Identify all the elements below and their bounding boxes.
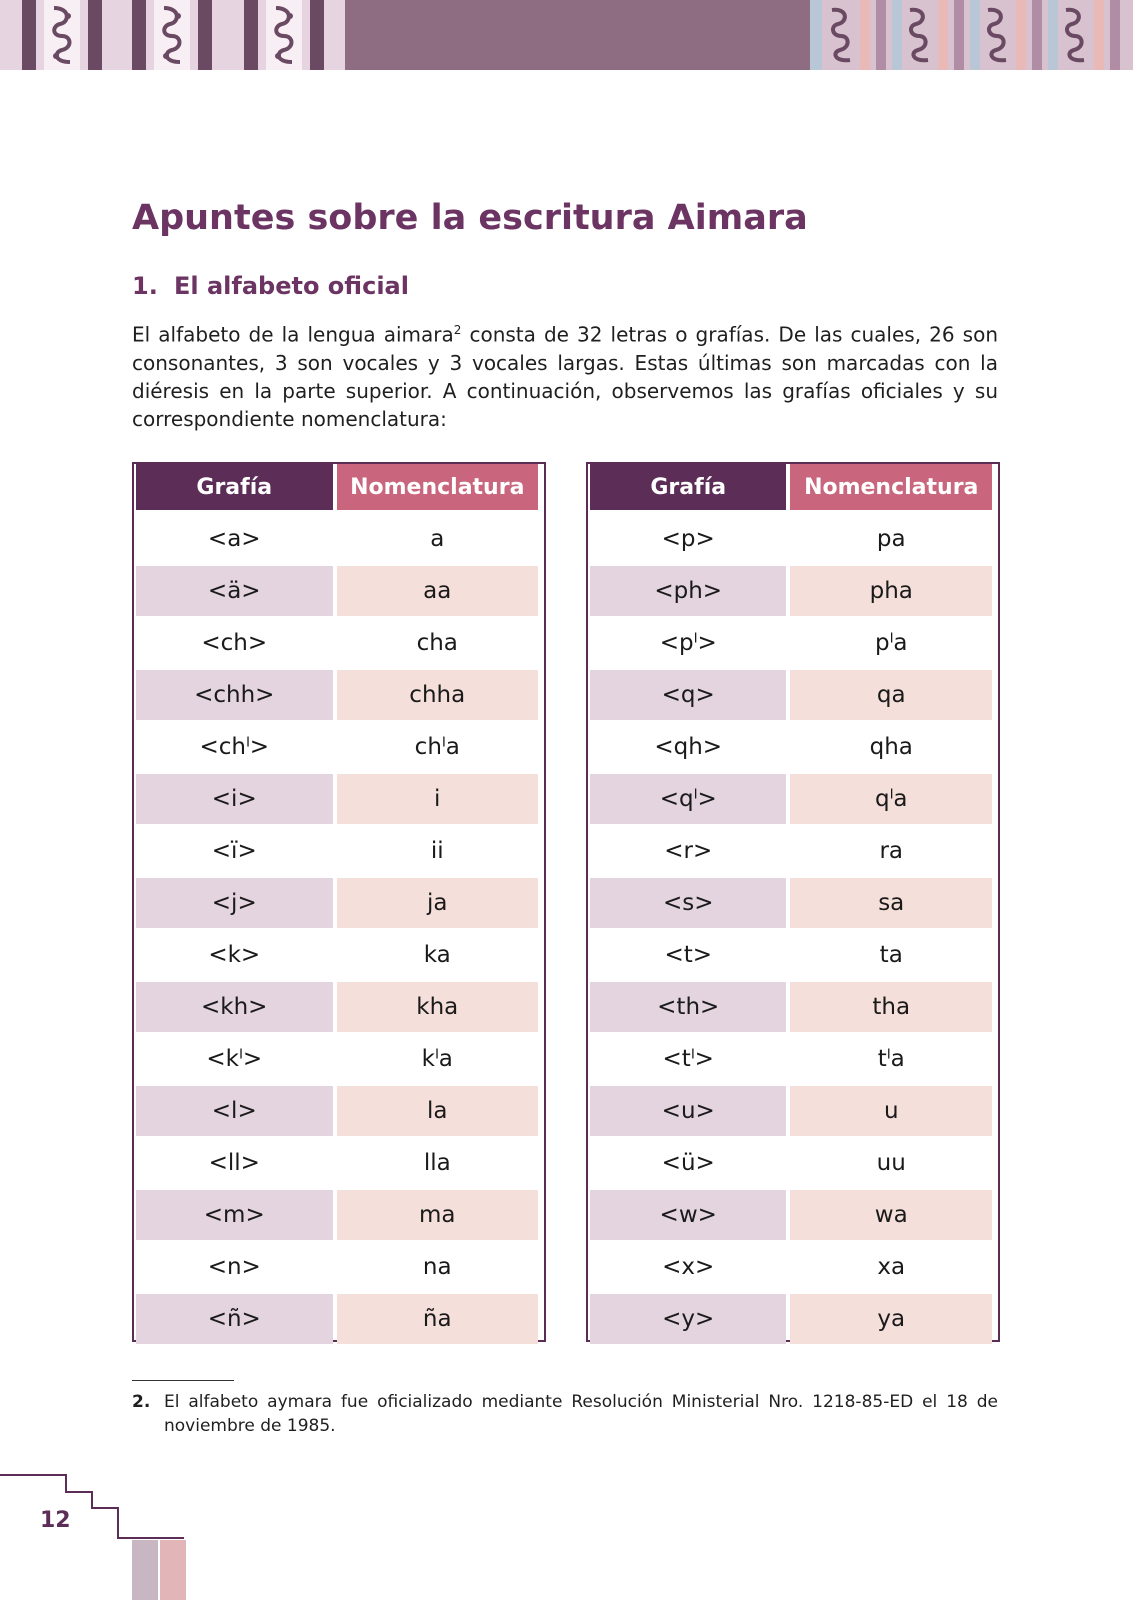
cell-grafia: <ph> — [590, 566, 786, 618]
table-row — [136, 826, 538, 878]
cell-grafia: <ll> — [136, 1138, 333, 1190]
table-row — [590, 722, 992, 774]
table-row — [136, 930, 538, 982]
cell-grafia: <k> — [136, 930, 333, 982]
table-row — [136, 1190, 538, 1242]
alphabet-table-left — [132, 462, 546, 1342]
table-row — [590, 1034, 992, 1086]
cell-nomenclatura: chha — [337, 670, 539, 722]
spiral-motif-icon — [982, 2, 1012, 68]
spiral-motif-icon — [46, 2, 78, 68]
header-stripe — [892, 0, 902, 70]
header-stripe — [954, 0, 964, 70]
table-row — [590, 878, 992, 930]
header-stripe — [310, 0, 324, 70]
table-row — [136, 982, 538, 1034]
footnote-reference: 2 — [453, 323, 462, 337]
cell-nomenclatura: ya — [790, 1294, 992, 1346]
table-row — [136, 774, 538, 826]
cell-grafia: <qh> — [590, 722, 786, 774]
table-row — [136, 1242, 538, 1294]
cell-grafia: <x> — [590, 1242, 786, 1294]
cell-nomenclatura: tˡa — [790, 1034, 992, 1086]
footnote-divider — [132, 1380, 234, 1381]
footnote — [132, 1390, 998, 1438]
header-stripe — [244, 0, 258, 70]
table-row — [136, 1034, 538, 1086]
table-row — [136, 1294, 538, 1346]
cell-nomenclatura: chˡa — [337, 722, 539, 774]
cell-nomenclatura: ja — [337, 878, 539, 930]
header-stripe — [970, 0, 980, 70]
cell-nomenclatura: pˡa — [790, 618, 992, 670]
spiral-motif-icon — [826, 2, 856, 68]
table-row — [590, 1138, 992, 1190]
cell-nomenclatura: ña — [337, 1294, 539, 1346]
page-tab-decoration — [160, 1540, 186, 1600]
cell-grafia: <ch> — [136, 618, 333, 670]
cell-nomenclatura: ra — [790, 826, 992, 878]
header-stripe — [88, 0, 102, 70]
table-row — [590, 774, 992, 826]
cell-nomenclatura: ii — [337, 826, 539, 878]
table-row — [590, 1086, 992, 1138]
table-row — [590, 982, 992, 1034]
page-tab-decoration — [132, 1540, 158, 1600]
intro-paragraph — [132, 316, 998, 433]
page-title: Apuntes sobre la escritura Aimara — [132, 198, 808, 238]
cell-nomenclatura: ta — [790, 930, 992, 982]
cell-nomenclatura: kha — [337, 982, 539, 1034]
section-heading — [132, 272, 409, 300]
cell-nomenclatura: qa — [790, 670, 992, 722]
table-row — [136, 1138, 538, 1190]
cell-grafia: <pˡ> — [590, 618, 786, 670]
cell-nomenclatura: la — [337, 1086, 539, 1138]
cell-grafia: <u> — [590, 1086, 786, 1138]
header-stripe — [1032, 0, 1042, 70]
header-stripe — [876, 0, 886, 70]
spiral-motif-icon — [268, 2, 300, 68]
table-row — [590, 566, 992, 618]
cell-nomenclatura: i — [337, 774, 539, 826]
cell-nomenclatura: pa — [790, 514, 992, 566]
cell-nomenclatura: ma — [337, 1190, 539, 1242]
cell-grafia: <qˡ> — [590, 774, 786, 826]
cell-grafia: <kˡ> — [136, 1034, 333, 1086]
header-stripe — [1016, 0, 1026, 70]
header-stripe — [1094, 0, 1104, 70]
table-row — [136, 566, 538, 618]
cell-grafia: <chh> — [136, 670, 333, 722]
cell-grafia: <chˡ> — [136, 722, 333, 774]
header-stripe — [860, 0, 870, 70]
cell-grafia: <m> — [136, 1190, 333, 1242]
cell-nomenclatura: pha — [790, 566, 992, 618]
cell-nomenclatura: xa — [790, 1242, 992, 1294]
section-number: 1. — [132, 272, 158, 300]
header-nomenclatura: Nomenclatura — [790, 464, 992, 514]
cell-grafia: <tˡ> — [590, 1034, 786, 1086]
cell-nomenclatura: lla — [337, 1138, 539, 1190]
table-row — [590, 1242, 992, 1294]
footnote-number: 2. — [132, 1392, 151, 1412]
header-stripe — [1110, 0, 1120, 70]
cell-nomenclatura: u — [790, 1086, 992, 1138]
cell-grafia: <ü> — [590, 1138, 786, 1190]
cell-nomenclatura: wa — [790, 1190, 992, 1242]
spiral-motif-icon — [156, 2, 188, 68]
header-stripe — [132, 0, 146, 70]
table-row — [590, 618, 992, 670]
table-row — [590, 670, 992, 722]
header-stripe — [810, 0, 822, 70]
table-row — [136, 618, 538, 670]
cell-grafia: <ñ> — [136, 1294, 333, 1346]
header-grafia: Grafía — [136, 464, 333, 514]
cell-grafia: <y> — [590, 1294, 786, 1346]
header-stripe — [938, 0, 948, 70]
cell-grafia: <w> — [590, 1190, 786, 1242]
cell-grafia: <p> — [590, 514, 786, 566]
cell-grafia: <s> — [590, 878, 786, 930]
cell-nomenclatura: aa — [337, 566, 539, 618]
table-row — [590, 1190, 992, 1242]
header-stripe — [198, 0, 212, 70]
cell-nomenclatura: ka — [337, 930, 539, 982]
cell-nomenclatura: tha — [790, 982, 992, 1034]
alphabet-table-right — [586, 462, 1000, 1342]
page-number: 12 — [40, 1508, 71, 1533]
cell-grafia: <j> — [136, 878, 333, 930]
cell-grafia: <t> — [590, 930, 786, 982]
spiral-motif-icon — [904, 2, 934, 68]
cell-grafia: <r> — [590, 826, 786, 878]
table-row — [136, 878, 538, 930]
header-stripe — [1048, 0, 1058, 70]
header-grafia: Grafía — [590, 464, 786, 514]
cell-grafia: <a> — [136, 514, 333, 566]
cell-nomenclatura: a — [337, 514, 539, 566]
cell-grafia: <i> — [136, 774, 333, 826]
cell-nomenclatura: sa — [790, 878, 992, 930]
cell-grafia: <kh> — [136, 982, 333, 1034]
table-row — [136, 514, 538, 566]
table-row — [136, 722, 538, 774]
spiral-motif-icon — [1060, 2, 1090, 68]
cell-nomenclatura: qˡa — [790, 774, 992, 826]
cell-grafia: <n> — [136, 1242, 333, 1294]
cell-nomenclatura: cha — [337, 618, 539, 670]
page-corner-steps — [0, 1470, 200, 1550]
table-row — [590, 514, 992, 566]
cell-grafia: <q> — [590, 670, 786, 722]
footnote-text: El alfabeto aymara fue oficializado mediante Resolución Ministerial Nro. 1218-85-ED el 18 de noviembre de 1985. — [164, 1392, 998, 1436]
cell-nomenclatura: uu — [790, 1138, 992, 1190]
cell-grafia: <th> — [590, 982, 786, 1034]
cell-grafia: <ï> — [136, 826, 333, 878]
table-row — [136, 670, 538, 722]
table-row — [590, 1294, 992, 1346]
cell-nomenclatura: qha — [790, 722, 992, 774]
cell-nomenclatura: kˡa — [337, 1034, 539, 1086]
table-row — [590, 826, 992, 878]
intro-text-end: consta de 32 letras o grafías. De las cuales, 26 son consonantes, 3 son vocales y 3 vocales largas. Estas últimas son marcadas con la diéresis en la parte superior. A continuación, observemos las grafías oficiales y su correspondiente nomenclatura: — [132, 322, 998, 431]
header-stripe — [22, 0, 36, 70]
header-nomenclatura: Nomenclatura — [337, 464, 539, 514]
intro-text-start: El alfabeto de la lengua aimara — [132, 322, 454, 347]
table-row — [590, 930, 992, 982]
section-title: El alfabeto oficial — [174, 272, 409, 300]
decorative-header-band — [0, 0, 1133, 70]
cell-grafia: <ä> — [136, 566, 333, 618]
cell-grafia: <l> — [136, 1086, 333, 1138]
table-row — [136, 1086, 538, 1138]
cell-nomenclatura: na — [337, 1242, 539, 1294]
